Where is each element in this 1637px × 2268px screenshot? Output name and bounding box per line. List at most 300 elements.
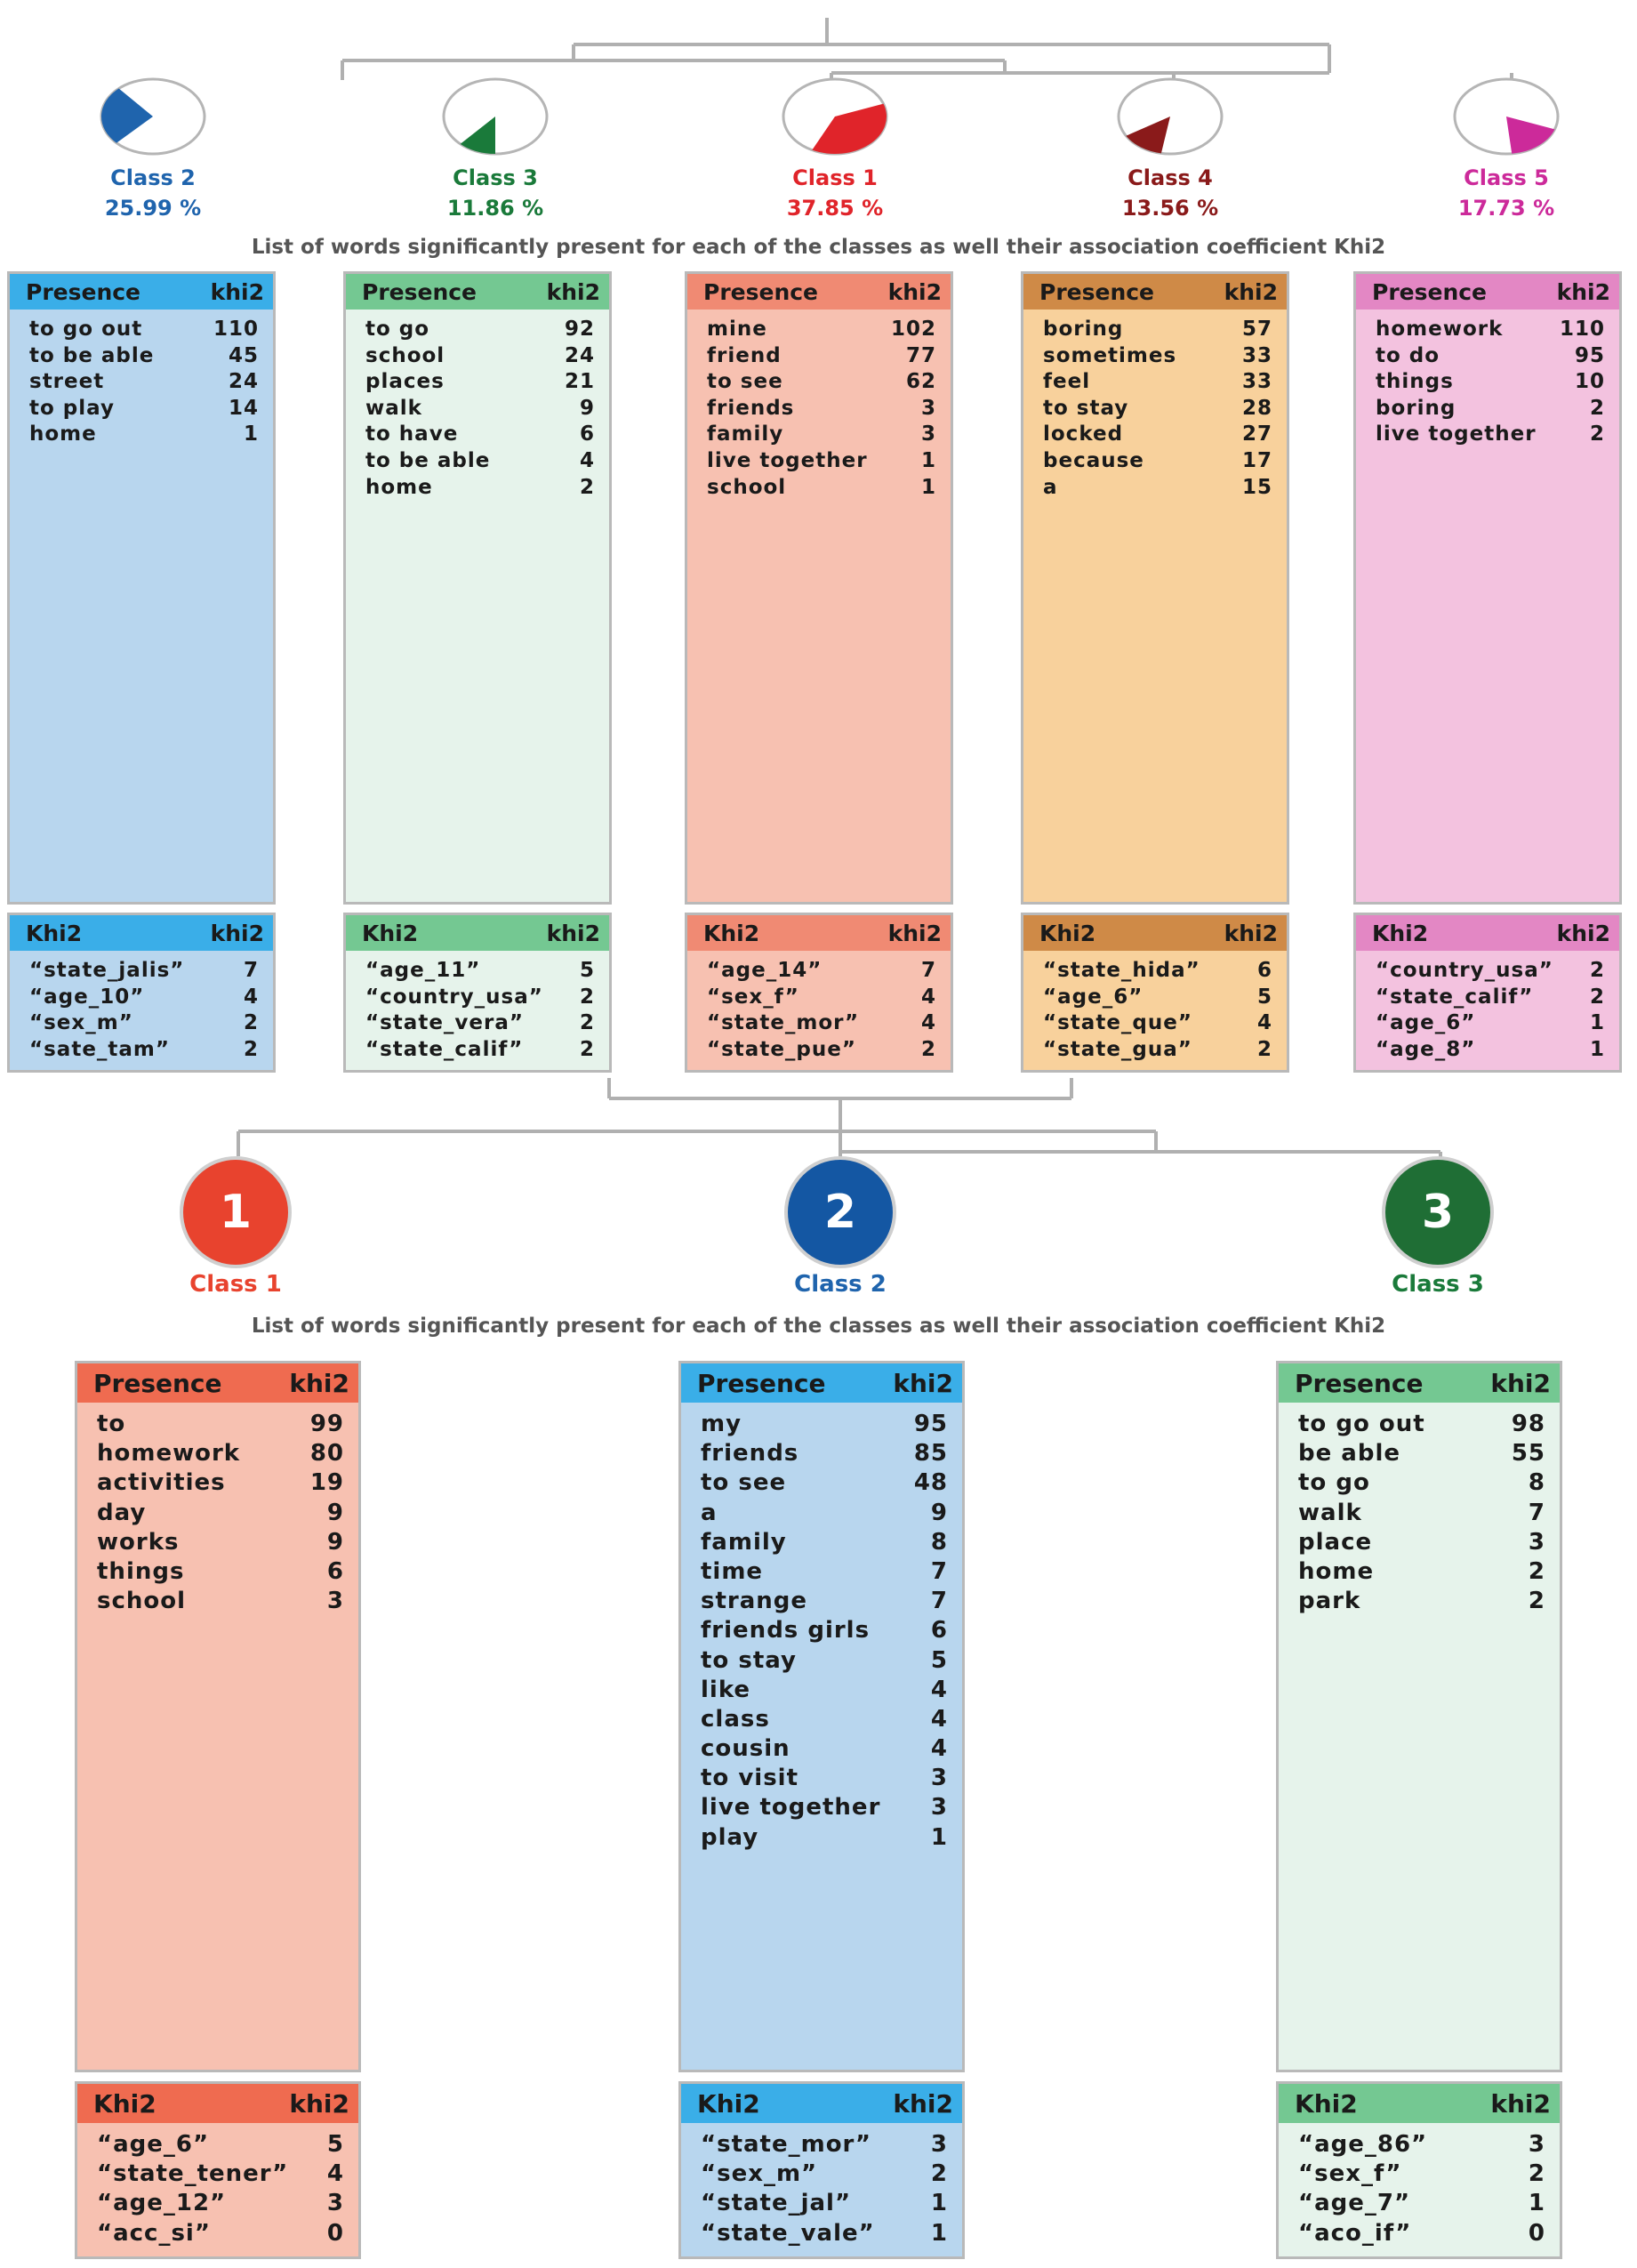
word-row xyxy=(365,475,595,502)
word-row xyxy=(1043,317,1272,343)
column-khi2: khi2 xyxy=(1490,2088,1551,2119)
khi2-value: 1 xyxy=(920,448,936,472)
khi2-value: 110 xyxy=(1559,318,1605,341)
word-row xyxy=(1298,1557,1545,1587)
word-label: “state_que” xyxy=(1043,1011,1192,1035)
khi2-value: 5 xyxy=(930,1646,948,1674)
bottom-class-label: Class 1 xyxy=(189,1271,282,1298)
word-label: “country_usa” xyxy=(1376,959,1553,982)
khi2-value: 7 xyxy=(1528,1499,1545,1526)
word-label: homework xyxy=(97,1440,241,1468)
word-row xyxy=(701,2159,948,2189)
word-label: to do xyxy=(1376,343,1440,367)
word-label: to go xyxy=(365,318,430,341)
word-label: “age_11” xyxy=(365,959,481,982)
word-row xyxy=(1043,369,1272,396)
khi2-value: 45 xyxy=(228,343,259,367)
khi2-value: 1 xyxy=(930,1823,948,1851)
word-row xyxy=(97,2130,344,2159)
class-percentage: 25.99 % xyxy=(104,196,202,221)
word-row xyxy=(29,985,259,1011)
word-label: feel xyxy=(1043,370,1091,394)
khi2-value: 28 xyxy=(1241,396,1272,420)
word-row xyxy=(707,958,936,985)
word-label: home xyxy=(1298,1557,1375,1585)
word-row xyxy=(1043,396,1272,422)
word-label: “sex_f” xyxy=(1298,2160,1402,2188)
khi2-panel xyxy=(678,2081,965,2259)
khi2-panel-header xyxy=(77,2084,358,2123)
word-row xyxy=(97,1587,344,1616)
word-row xyxy=(1298,2159,1545,2189)
khi2-value: 3 xyxy=(326,1588,344,1615)
word-row xyxy=(365,369,595,396)
khi2-panel-header xyxy=(687,915,951,951)
class-pie-chart xyxy=(1451,76,1561,157)
khi2-panel xyxy=(1021,913,1289,1073)
word-label: “age_6” xyxy=(1043,985,1143,1009)
top-class-label xyxy=(1072,163,1268,223)
khi2-value: 3 xyxy=(1528,1528,1545,1556)
word-row xyxy=(1043,343,1272,370)
word-label: because xyxy=(1043,448,1144,472)
word-row xyxy=(1298,1587,1545,1616)
word-row xyxy=(29,343,259,370)
khi2-value: 17 xyxy=(1241,448,1272,472)
column-title: Khi2 xyxy=(703,920,760,946)
khi2-value: 33 xyxy=(1241,343,1272,367)
class-percentage: 11.86 % xyxy=(446,196,544,221)
word-row xyxy=(1043,422,1272,448)
word-label: “age_6” xyxy=(1376,1011,1476,1035)
khi2-value: 2 xyxy=(1528,1557,1545,1585)
word-row xyxy=(365,985,595,1011)
khi2-value: 98 xyxy=(1511,1411,1545,1437)
khi2-value: 1 xyxy=(1528,2190,1545,2217)
word-row xyxy=(701,1439,948,1468)
word-label: walk xyxy=(1298,1499,1362,1526)
word-row xyxy=(707,396,936,422)
word-label: sometimes xyxy=(1043,343,1177,367)
word-label: school xyxy=(97,1588,187,1615)
khi2-value: 3 xyxy=(930,2131,948,2158)
column-title: Khi2 xyxy=(93,2088,156,2119)
khi2-value: 9 xyxy=(326,1528,344,1556)
column-khi2: khi2 xyxy=(1490,1368,1551,1398)
class-pie-chart xyxy=(1115,76,1225,157)
word-row xyxy=(701,1823,948,1853)
presence-panel xyxy=(7,271,276,905)
column-khi2: khi2 xyxy=(893,1368,953,1398)
word-row xyxy=(365,1037,595,1064)
khi2-value: 5 xyxy=(1256,985,1272,1009)
khi2-value: 4 xyxy=(326,2160,344,2188)
word-label: be able xyxy=(1298,1440,1400,1468)
khi2-panel xyxy=(1276,2081,1562,2259)
word-row xyxy=(701,1705,948,1734)
presence-panel-header xyxy=(1279,1363,1560,1403)
khi2-value: 62 xyxy=(905,370,936,394)
word-row xyxy=(1376,369,1605,396)
word-label: “country_usa” xyxy=(365,985,543,1009)
khi2-value: 27 xyxy=(1241,422,1272,446)
presence-panel xyxy=(678,1361,965,2072)
word-label: to xyxy=(97,1411,126,1437)
khi2-value: 2 xyxy=(1589,959,1605,982)
word-label: friend xyxy=(707,343,782,367)
word-label: class xyxy=(701,1705,770,1733)
word-row xyxy=(701,1764,948,1793)
khi2-value: 2 xyxy=(1528,1588,1545,1615)
word-row xyxy=(365,448,595,475)
presence-panel-header xyxy=(77,1363,358,1403)
khi2-panel xyxy=(7,913,276,1073)
top-class-label xyxy=(397,163,593,223)
word-label: live together xyxy=(707,448,868,472)
khi2-value: 6 xyxy=(1256,959,1272,982)
word-label: friends xyxy=(707,396,795,420)
column-khi2: khi2 xyxy=(1224,920,1278,946)
khi2-value: 110 xyxy=(213,318,259,341)
word-row xyxy=(1043,448,1272,475)
word-label: “sex_m” xyxy=(701,2160,818,2188)
khi2-panel-header xyxy=(681,2084,962,2123)
word-row xyxy=(1376,958,1605,985)
word-label: play xyxy=(701,1823,759,1851)
column-khi2: khi2 xyxy=(893,2088,953,2119)
word-label: “state_vale” xyxy=(701,2219,875,2247)
word-row xyxy=(1376,396,1605,422)
khi2-value: 92 xyxy=(564,318,595,341)
word-label: “state_jal” xyxy=(701,2190,852,2217)
word-row xyxy=(701,1616,948,1645)
top-class-label xyxy=(737,163,933,223)
word-row xyxy=(701,1646,948,1676)
word-label: park xyxy=(1298,1588,1361,1615)
word-row xyxy=(97,1557,344,1587)
word-label: things xyxy=(1376,370,1454,394)
column-khi2: khi2 xyxy=(546,278,600,305)
word-label: “acc_si” xyxy=(97,2219,211,2247)
khi2-value: 4 xyxy=(1256,1011,1272,1035)
khi2-value: 1 xyxy=(920,475,936,499)
khi2-value: 4 xyxy=(930,1735,948,1763)
word-row xyxy=(29,422,259,448)
column-title: Presence xyxy=(362,278,477,305)
class-percentage: 17.73 % xyxy=(1457,196,1555,221)
word-label: strange xyxy=(701,1588,808,1615)
word-label: “state_mor” xyxy=(701,2131,871,2158)
class-percentage: 37.85 % xyxy=(786,196,884,221)
word-row xyxy=(701,1676,948,1705)
presence-panel xyxy=(1021,271,1289,905)
word-label: boring xyxy=(1043,318,1124,341)
word-label: works xyxy=(97,1528,180,1556)
khi2-panel xyxy=(343,913,612,1073)
word-label: friends girls xyxy=(701,1617,871,1645)
khi2-value: 1 xyxy=(243,422,259,446)
khi2-value: 19 xyxy=(309,1469,344,1497)
class-pie-chart xyxy=(440,76,550,157)
column-title: Khi2 xyxy=(1295,2088,1358,2119)
word-row xyxy=(29,1010,259,1037)
word-label: to stay xyxy=(701,1646,797,1674)
khi2-panel-header xyxy=(346,915,609,951)
khi2-value: 99 xyxy=(309,1411,344,1437)
khi2-panel-header xyxy=(10,915,273,951)
word-label: “sex_f” xyxy=(707,985,799,1009)
bottom-class-label: Class 2 xyxy=(794,1271,887,1298)
khi2-value: 3 xyxy=(930,1794,948,1822)
word-label: “age_7” xyxy=(1298,2190,1411,2217)
khi2-value: 8 xyxy=(930,1528,948,1556)
khi2-value: 2 xyxy=(920,1037,936,1061)
word-label: “state_gua” xyxy=(1043,1037,1192,1061)
column-title: Presence xyxy=(93,1368,222,1398)
word-row xyxy=(701,1468,948,1498)
khi2-value: 2 xyxy=(579,985,595,1009)
column-title: Presence xyxy=(1372,278,1488,305)
word-row xyxy=(701,2130,948,2159)
word-label: locked xyxy=(1043,422,1124,446)
khi2-value: 2 xyxy=(1256,1037,1272,1061)
word-row xyxy=(97,2219,344,2248)
word-row xyxy=(97,1439,344,1468)
word-label: to visit xyxy=(701,1765,799,1792)
column-khi2: khi2 xyxy=(289,2088,349,2119)
word-row xyxy=(1376,1037,1605,1064)
khi2-value: 4 xyxy=(579,448,595,472)
word-label: “state_hida” xyxy=(1043,959,1200,982)
word-label: cousin xyxy=(701,1735,790,1763)
word-label: to have xyxy=(365,422,459,446)
word-row xyxy=(701,1557,948,1587)
column-khi2: khi2 xyxy=(887,278,942,305)
khi2-value: 2 xyxy=(930,2160,948,2188)
column-khi2: khi2 xyxy=(210,920,264,946)
class-number-badge: 1 xyxy=(180,1156,292,1268)
word-label: live together xyxy=(1376,422,1537,446)
word-row xyxy=(365,396,595,422)
word-label: to see xyxy=(701,1469,787,1497)
khi2-value: 3 xyxy=(920,422,936,446)
word-label: family xyxy=(707,422,784,446)
word-row xyxy=(1298,1468,1545,1498)
column-khi2: khi2 xyxy=(546,920,600,946)
word-row xyxy=(1298,1528,1545,1557)
word-label: live together xyxy=(701,1794,881,1822)
word-row xyxy=(29,1037,259,1064)
word-label: “state_calif” xyxy=(365,1037,524,1061)
word-row xyxy=(707,369,936,396)
word-label: street xyxy=(29,370,105,394)
word-row xyxy=(1298,2130,1545,2159)
word-label: “age_8” xyxy=(1376,1037,1476,1061)
word-row xyxy=(29,369,259,396)
khi2-value: 15 xyxy=(1241,475,1272,499)
presence-panel-header xyxy=(1023,274,1287,310)
word-label: activities xyxy=(97,1469,226,1497)
column-title: Khi2 xyxy=(1039,920,1096,946)
word-label: homework xyxy=(1376,318,1504,341)
top-class-label xyxy=(1408,163,1604,223)
class-name: Class 1 xyxy=(792,165,878,190)
word-label: to go out xyxy=(1298,1411,1425,1437)
khi2-value: 2 xyxy=(579,475,595,499)
word-row xyxy=(365,1010,595,1037)
khi2-value: 55 xyxy=(1511,1440,1545,1468)
khi2-value: 0 xyxy=(326,2219,344,2247)
column-khi2: khi2 xyxy=(1556,278,1610,305)
word-label: things xyxy=(97,1557,185,1585)
khi2-value: 3 xyxy=(1528,2131,1545,2158)
khi2-value: 5 xyxy=(579,959,595,982)
khi2-value: 2 xyxy=(1528,2160,1545,2188)
khi2-value: 2 xyxy=(243,1011,259,1035)
word-label: “age_12” xyxy=(97,2190,227,2217)
word-label: family xyxy=(701,1528,787,1556)
khi2-value: 4 xyxy=(930,1676,948,1703)
word-label: mine xyxy=(707,318,767,341)
presence-panel-header xyxy=(346,274,609,310)
khi2-value: 77 xyxy=(905,343,936,367)
class-name: Class 3 xyxy=(453,165,538,190)
bottom-caption: List of words significantly present for each of the classes as well their association coefficient Khi2 xyxy=(251,1315,1386,1338)
word-label: “state_tener” xyxy=(97,2160,289,2188)
presence-panel-header xyxy=(10,274,273,310)
khi2-value: 3 xyxy=(920,396,936,420)
presence-panel-header xyxy=(687,274,951,310)
khi2-value: 8 xyxy=(1528,1469,1545,1497)
khi2-value: 4 xyxy=(243,985,259,1009)
class-pie-chart xyxy=(98,76,208,157)
word-row xyxy=(29,396,259,422)
word-label: “age_10” xyxy=(29,985,145,1009)
khi2-value: 4 xyxy=(920,985,936,1009)
word-row xyxy=(707,475,936,502)
khi2-value: 1 xyxy=(930,2219,948,2247)
word-label: “state_calif” xyxy=(1376,985,1534,1009)
word-label: day xyxy=(97,1499,147,1526)
khi2-panel xyxy=(75,2081,361,2259)
class-name: Class 2 xyxy=(110,165,196,190)
column-khi2: khi2 xyxy=(210,278,264,305)
word-row xyxy=(701,2219,948,2248)
word-row xyxy=(1298,1410,1545,1439)
word-row xyxy=(365,343,595,370)
khi2-value: 80 xyxy=(309,1440,344,1468)
class-percentage: 13.56 % xyxy=(1121,196,1219,221)
class-number-badge: 2 xyxy=(784,1156,896,1268)
class-name: Class 5 xyxy=(1464,165,1549,190)
khi2-value: 5 xyxy=(326,2131,344,2158)
column-khi2: khi2 xyxy=(1556,920,1610,946)
word-label: to be able xyxy=(365,448,491,472)
word-label: “state_pue” xyxy=(707,1037,856,1061)
khi2-value: 6 xyxy=(579,422,595,446)
word-row xyxy=(97,1499,344,1528)
word-row xyxy=(29,317,259,343)
presence-panel xyxy=(343,271,612,905)
khi2-panel-header xyxy=(1279,2084,1560,2123)
bottom-class-label: Class 3 xyxy=(1392,1271,1484,1298)
word-row xyxy=(97,1410,344,1439)
khi2-value: 3 xyxy=(930,1765,948,1792)
word-row xyxy=(1043,985,1272,1011)
word-row xyxy=(1298,2189,1545,2218)
word-label: home xyxy=(29,422,97,446)
word-row xyxy=(707,343,936,370)
word-row xyxy=(701,1734,948,1764)
khi2-value: 2 xyxy=(579,1011,595,1035)
word-row xyxy=(707,985,936,1011)
word-label: boring xyxy=(1376,396,1456,420)
khi2-value: 9 xyxy=(579,396,595,420)
khi2-panel-header xyxy=(1023,915,1287,951)
khi2-value: 2 xyxy=(1589,396,1605,420)
class-number-badge: 3 xyxy=(1382,1156,1494,1268)
khi2-value: 0 xyxy=(1528,2219,1545,2247)
word-label: a xyxy=(1043,475,1058,499)
word-row xyxy=(1376,985,1605,1011)
khi2-value: 10 xyxy=(1574,370,1605,394)
khi2-value: 24 xyxy=(564,343,595,367)
word-row xyxy=(1376,317,1605,343)
khi2-value: 95 xyxy=(913,1411,948,1437)
word-row xyxy=(97,1528,344,1557)
word-label: school xyxy=(707,475,787,499)
column-title: Presence xyxy=(1039,278,1155,305)
class-name: Class 4 xyxy=(1127,165,1213,190)
word-row xyxy=(1043,1010,1272,1037)
presence-panel-header xyxy=(681,1363,962,1403)
khi2-value: 2 xyxy=(579,1037,595,1061)
word-label: place xyxy=(1298,1528,1373,1556)
word-row xyxy=(1043,475,1272,502)
word-label: a xyxy=(701,1499,718,1526)
khi2-value: 14 xyxy=(228,396,259,420)
khi2-value: 21 xyxy=(564,370,595,394)
word-row xyxy=(1376,343,1605,370)
word-label: school xyxy=(365,343,445,367)
khi2-value: 85 xyxy=(913,1440,948,1468)
class-pie-chart xyxy=(780,76,890,157)
presence-panel xyxy=(1276,1361,1562,2072)
word-row xyxy=(365,317,595,343)
khi2-value: 33 xyxy=(1241,370,1272,394)
word-row xyxy=(1298,1439,1545,1468)
khi2-value: 7 xyxy=(930,1588,948,1615)
word-row xyxy=(365,958,595,985)
word-label: to play xyxy=(29,396,115,420)
word-row xyxy=(701,1499,948,1528)
khi2-value: 2 xyxy=(1589,422,1605,446)
khi2-value: 57 xyxy=(1241,318,1272,341)
word-row xyxy=(701,1410,948,1439)
word-label: my xyxy=(701,1411,742,1437)
khi2-value: 7 xyxy=(920,959,936,982)
presence-panel xyxy=(685,271,953,905)
word-label: to go xyxy=(1298,1469,1370,1497)
word-label: “age_6” xyxy=(97,2131,210,2158)
column-title: Khi2 xyxy=(697,2088,760,2119)
word-row xyxy=(701,1528,948,1557)
column-title: Khi2 xyxy=(26,920,83,946)
word-row xyxy=(1298,1499,1545,1528)
word-row xyxy=(707,1037,936,1064)
word-row xyxy=(1376,1010,1605,1037)
word-label: “age_86” xyxy=(1298,2131,1428,2158)
